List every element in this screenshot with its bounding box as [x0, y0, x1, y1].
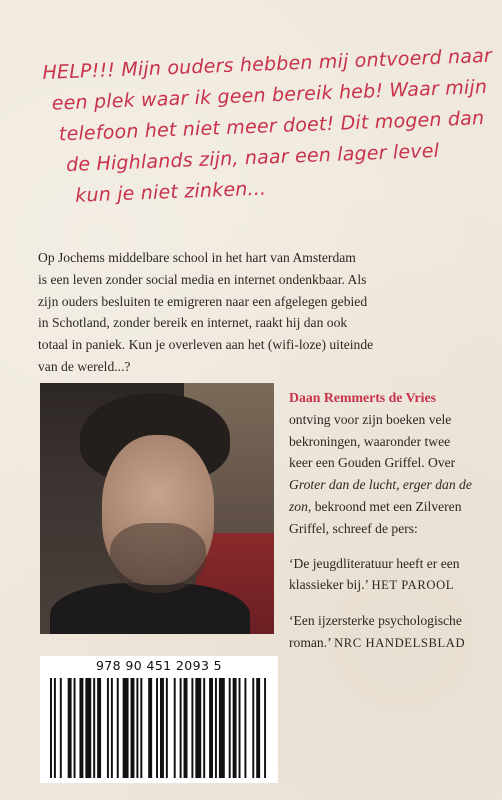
- blurb-line: zijn ouders besluiten te emigreren naar een afgelegen gebied: [38, 293, 368, 309]
- barcode-bar: [111, 678, 113, 778]
- quote-line: klassieker bij.’ HET PAROOL: [289, 577, 455, 593]
- book-title: zon: [289, 498, 308, 514]
- blurb-line: van de wereld...?: [38, 358, 131, 374]
- barcode-bar: [79, 678, 83, 778]
- barcode-bar: [264, 678, 266, 778]
- blurb-line: in Schotland, zonder bereik en internet, raakt hij dan ook: [38, 315, 348, 331]
- barcode-bar: [97, 678, 101, 778]
- book-blurb: [38, 247, 474, 378]
- author-bio: [289, 387, 479, 655]
- author-photo: [40, 383, 274, 634]
- barcode-bar: [123, 678, 129, 778]
- barcode-bar: [252, 678, 254, 778]
- blurb-line: totaal in paniek. Kun je overleven aan het (wifi-loze) uiteinde: [38, 337, 374, 353]
- barcode-bar: [203, 678, 205, 778]
- barcode-bar: [160, 678, 164, 778]
- barcode-bar: [54, 678, 56, 778]
- bio-line: zon, bekroond met een Zilveren: [289, 498, 462, 514]
- bio-line: bekroningen, waaronder twee: [289, 433, 451, 449]
- barcode-bar: [50, 678, 52, 778]
- barcode-bar: [219, 678, 225, 778]
- blurb-line: is een leven zonder social media en internet ondenkbaar. Als: [38, 271, 367, 287]
- press-quote: [289, 610, 479, 655]
- barcode-bar: [244, 678, 246, 778]
- handwritten-line: de Highlands zijn, naar een lager level: [65, 139, 440, 177]
- quote-source: NRC HANDELSBLAD: [334, 635, 466, 650]
- handwritten-line: HELP!!! Mijn ouders hebben mij ontvoerd naar: [42, 44, 493, 84]
- quote-line: ‘Een ijzersterke psychologische: [289, 613, 462, 629]
- barcode-bar: [140, 678, 142, 778]
- barcode-bar: [184, 678, 188, 778]
- barcode-bar: [174, 678, 176, 778]
- barcode-bar: [195, 678, 201, 778]
- press-quote: [289, 553, 479, 598]
- quote-source: HET PAROOL: [371, 578, 455, 593]
- bio-line: Griffel, schreef de pers:: [289, 520, 418, 536]
- barcode-bar: [215, 678, 217, 778]
- barcode-bar: [166, 678, 168, 778]
- handwritten-line: kun je niet zinken...: [74, 177, 267, 207]
- quote-line: roman.’ NRC HANDELSBLAD: [289, 634, 466, 650]
- barcode-bar: [60, 678, 62, 778]
- barcode-bar: [233, 678, 237, 778]
- barcode-bar: [180, 678, 182, 778]
- bio-line: ontving voor zijn boeken vele: [289, 411, 452, 427]
- bio-line: keer een Gouden Griffel. Over: [289, 455, 456, 471]
- barcode-bar: [256, 678, 260, 778]
- handwritten-line: telefoon het niet meer doet! Dit mogen dan: [58, 107, 485, 146]
- barcode-bar: [85, 678, 91, 778]
- barcode-bar: [156, 678, 158, 778]
- handwritten-note: [42, 41, 493, 212]
- isbn-number: 978 90 451 2093 5: [95, 658, 223, 673]
- barcode-bar: [131, 678, 135, 778]
- barcode-bar: [107, 678, 109, 778]
- author-name: Daan Remmerts de Vries: [289, 390, 437, 405]
- barcode-bar: [191, 678, 193, 778]
- barcode-bars: [50, 678, 268, 778]
- barcode: [40, 656, 278, 783]
- blurb-line: Op Jochems middelbare school in het hart van Amsterdam: [38, 250, 356, 265]
- handwritten-line: een plek waar ik geen bereik heb! Waar mijn: [51, 75, 488, 115]
- barcode-bar: [229, 678, 231, 778]
- bio-line: [289, 474, 479, 496]
- barcode-bar: [136, 678, 138, 778]
- book-title: Groter dan de lucht, erger dan de: [289, 477, 472, 493]
- barcode-bar: [117, 678, 119, 778]
- barcode-bar: [239, 678, 241, 778]
- author-beard: [110, 523, 206, 593]
- barcode-bar: [93, 678, 95, 778]
- barcode-bar: [148, 678, 152, 778]
- barcode-bar: [209, 678, 213, 778]
- quote-line: ‘De jeugdliteratuur heeft er een: [289, 555, 460, 571]
- barcode-bar: [68, 678, 72, 778]
- barcode-bar: [74, 678, 76, 778]
